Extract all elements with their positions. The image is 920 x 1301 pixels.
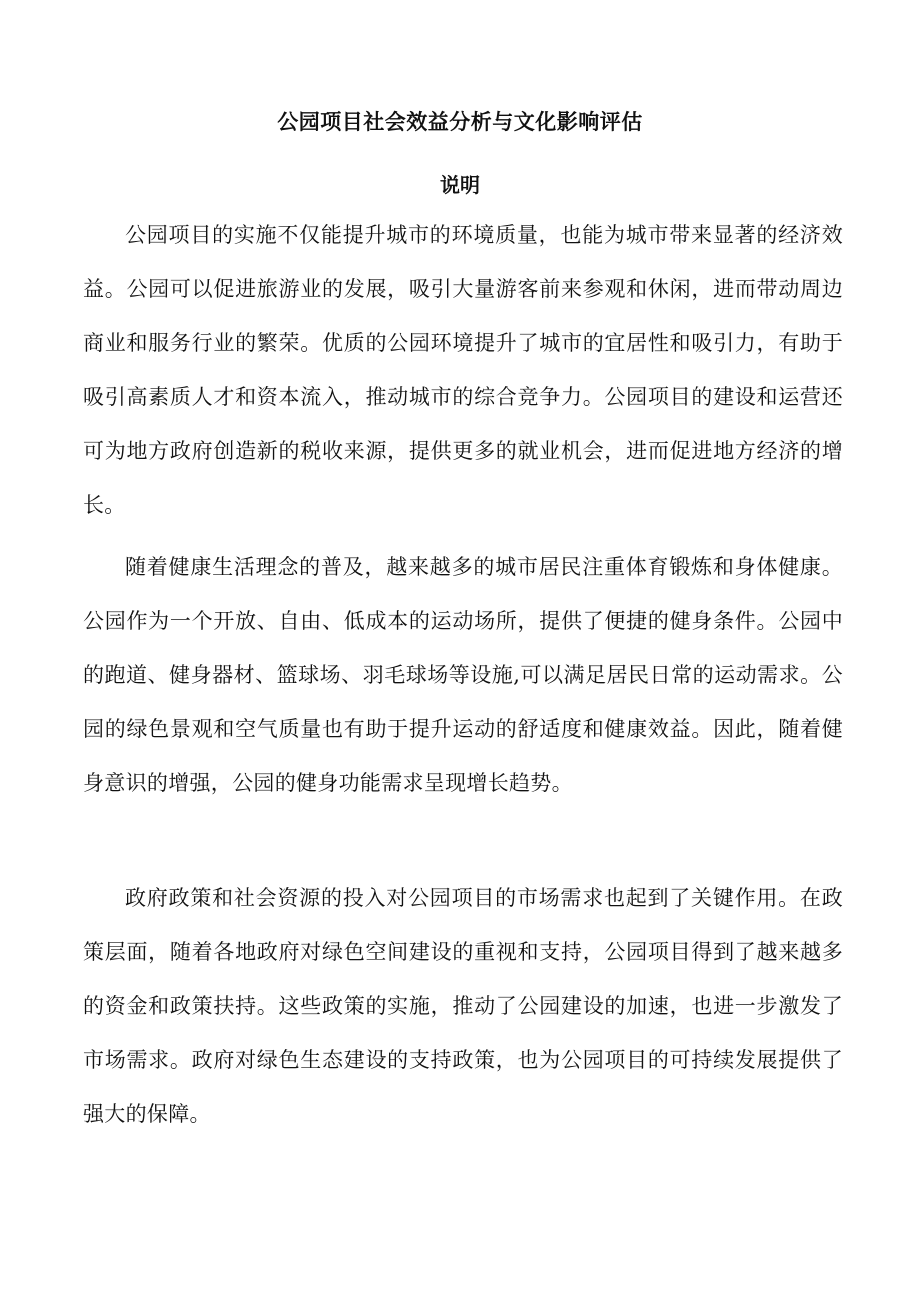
paragraph-block (83, 208, 843, 532)
paragraph-policy-support: 政府政策和社会资源的投入对公园项目的市场需求也起到了关键作用。在政策层面，随着各地政府对绿色空间建设的重视和支持，公园项目得到了越来越多的资金和政策扶持。这些政策的实施，推动了公园建设的加速，也进一步激发了市场需求。政府对绿色生态建设的支持政策，也为公园项目的可持续发展提供了强大的保障。 (83, 886, 843, 1126)
paragraph-block (83, 871, 843, 1141)
document-title: 公园项目社会效益分析与文化影响评估 (277, 110, 643, 134)
paragraph-economic-benefits: 公园项目的实施不仅能提升城市的环境质量，也能为城市带来显著的经济效益。公园可以促进旅游业的发展，吸引大量游客前来参观和休闲，进而带动周边商业和服务行业的繁荣。优质的公园环境提升了城市的宜居性和吸引力，有助于吸引高素质人才和资本流入，推动城市的综合竞争力。公园项目的建设和运营还可为地方政府创造新的税收来源，提供更多的就业机会，进而促进地方经济的增长。 (83, 223, 843, 517)
paragraph-block (83, 540, 843, 810)
paragraph-fitness-demand: 随着健康生活理念的普及，越来越多的城市居民注重体育锻炼和身体健康。公园作为一个开放、自由、低成本的运动场所，提供了便捷的健身条件。公园中的跑道、健身器材、篮球场、羽毛球场等设施,可以满足居民日常的运动需求。公园的绿色景观和空气质量也有助于提升运动的舒适度和健康效益。因此，随着健身意识的增强，公园的健身功能需求呈现增长趋势。 (83, 555, 843, 795)
section-heading: 说明 (440, 173, 480, 197)
